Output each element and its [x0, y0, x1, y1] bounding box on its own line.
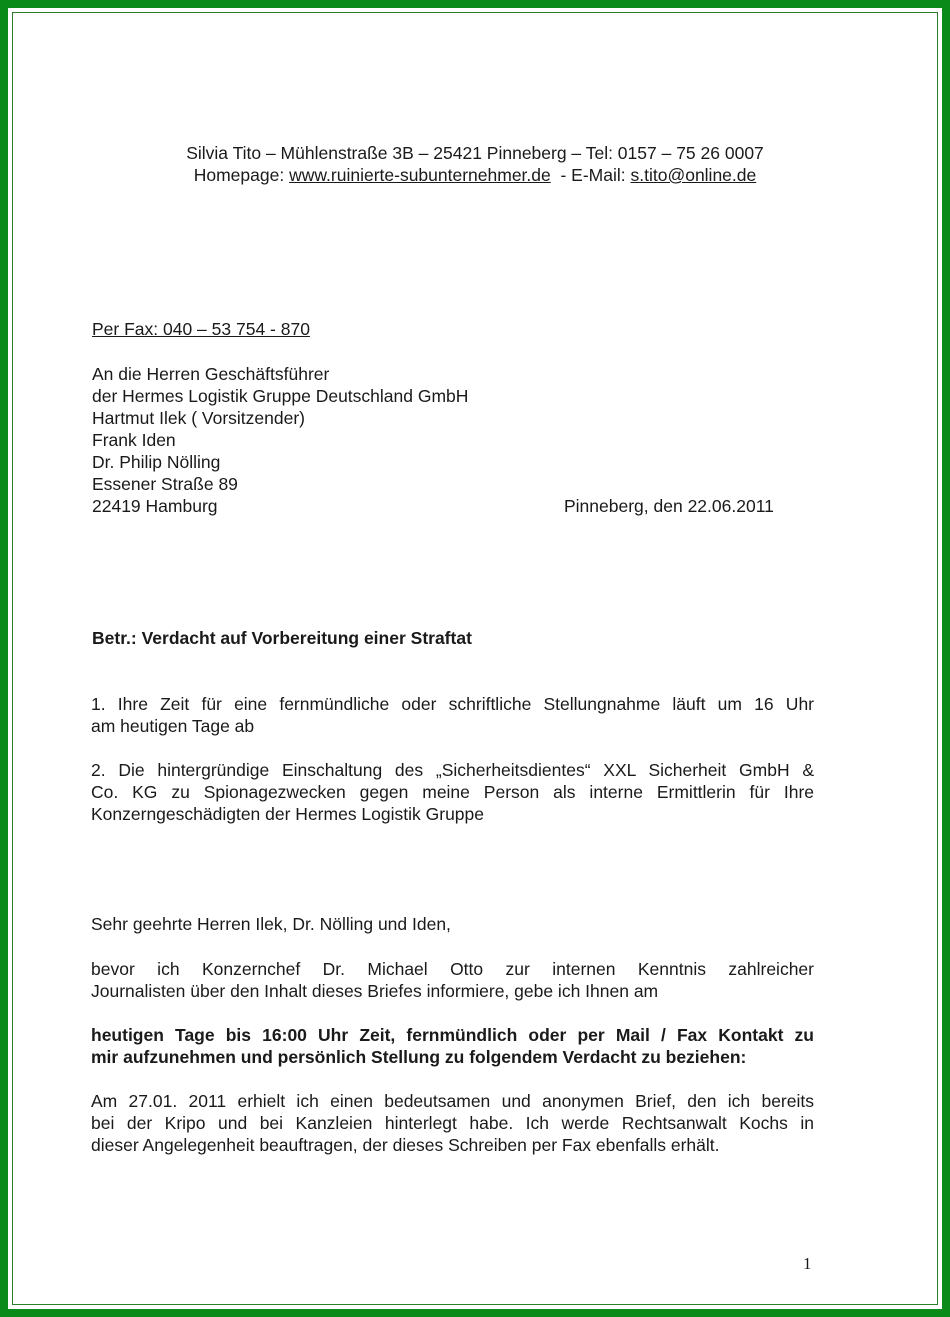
- recipient-line: Frank Iden: [92, 430, 176, 450]
- recipient-line: Essener Straße 89: [92, 474, 238, 494]
- point-2-line: Co. KG zu Spionagezwecken gegen meine Person als interne Ermittlerin für Ihre: [91, 782, 814, 802]
- letter-page: [8, 8, 942, 1309]
- salutation: Sehr geehrte Herren Ilek, Dr. Nölling und Iden,: [91, 914, 451, 934]
- homepage-link[interactable]: www.ruinierte-subunternehmer.de: [289, 165, 551, 185]
- point-1-line: 1. Ihre Zeit für eine fernmündliche oder schriftliche Stellungnahme läuft um 16 Uhr: [91, 694, 814, 714]
- paragraph-2-line: bei der Kripo und bei Kanzleien hinterlegt habe. Ich werde Rechtsanwalt Kochs in: [91, 1113, 814, 1133]
- recipient-line: 22419 Hamburg: [92, 496, 218, 516]
- point-1-line: am heutigen Tage ab: [91, 716, 255, 736]
- fax-line: Per Fax: 040 – 53 754 - 870: [92, 319, 310, 339]
- place-date: Pinneberg, den 22.06.2011: [564, 496, 774, 516]
- sender-contact-line: [8, 164, 942, 186]
- homepage-label: Homepage:: [193, 165, 290, 185]
- subject-line: Betr.: Verdacht auf Vorbereitung einer Straftat: [92, 628, 472, 648]
- sender-line: Silvia Tito – Mühlenstraße 3B – 25421 Pinneberg – Tel: 0157 – 75 26 0007: [186, 143, 764, 163]
- recipient-line: Hartmut Ilek ( Vorsitzender): [92, 408, 305, 428]
- recipient-line: Dr. Philip Nölling: [92, 452, 221, 472]
- point-2-line: 2. Die hintergründige Einschaltung des „Sicherheitsdientes“ XXL Sicherheit GmbH &: [91, 760, 814, 780]
- point-2-line: Konzerngeschädigten der Hermes Logistik Gruppe: [91, 804, 484, 824]
- bold-deadline-line: mir aufzunehmen und persönlich Stellung zu folgendem Verdacht zu beziehen:: [91, 1047, 747, 1067]
- paragraph-2-line: dieser Angelegenheit beauftragen, der dieses Schreiben per Fax ebenfalls erhält.: [91, 1135, 720, 1155]
- bold-deadline-line: heutigen Tage bis 16:00 Uhr Zeit, fernmündlich oder per Mail / Fax Kontakt zu: [91, 1025, 814, 1045]
- email-label: - E-Mail:: [550, 165, 631, 185]
- paragraph-2-line: Am 27.01. 2011 erhielt ich einen bedeutsamen und anonymen Brief, den ich bereits: [91, 1091, 814, 1111]
- recipient-line: der Hermes Logistik Gruppe Deutschland GmbH: [92, 386, 469, 406]
- page-number: 1: [803, 1254, 812, 1273]
- paragraph-1-line: bevor ich Konzernchef Dr. Michael Otto zur internen Kenntnis zahlreicher: [91, 959, 814, 979]
- email-link[interactable]: s.tito@online.de: [630, 165, 757, 185]
- recipient-line: An die Herren Geschäftsführer: [92, 364, 330, 384]
- paragraph-1-line: Journalisten über den Inhalt dieses Briefes informiere, gebe ich Ihnen am: [91, 981, 659, 1001]
